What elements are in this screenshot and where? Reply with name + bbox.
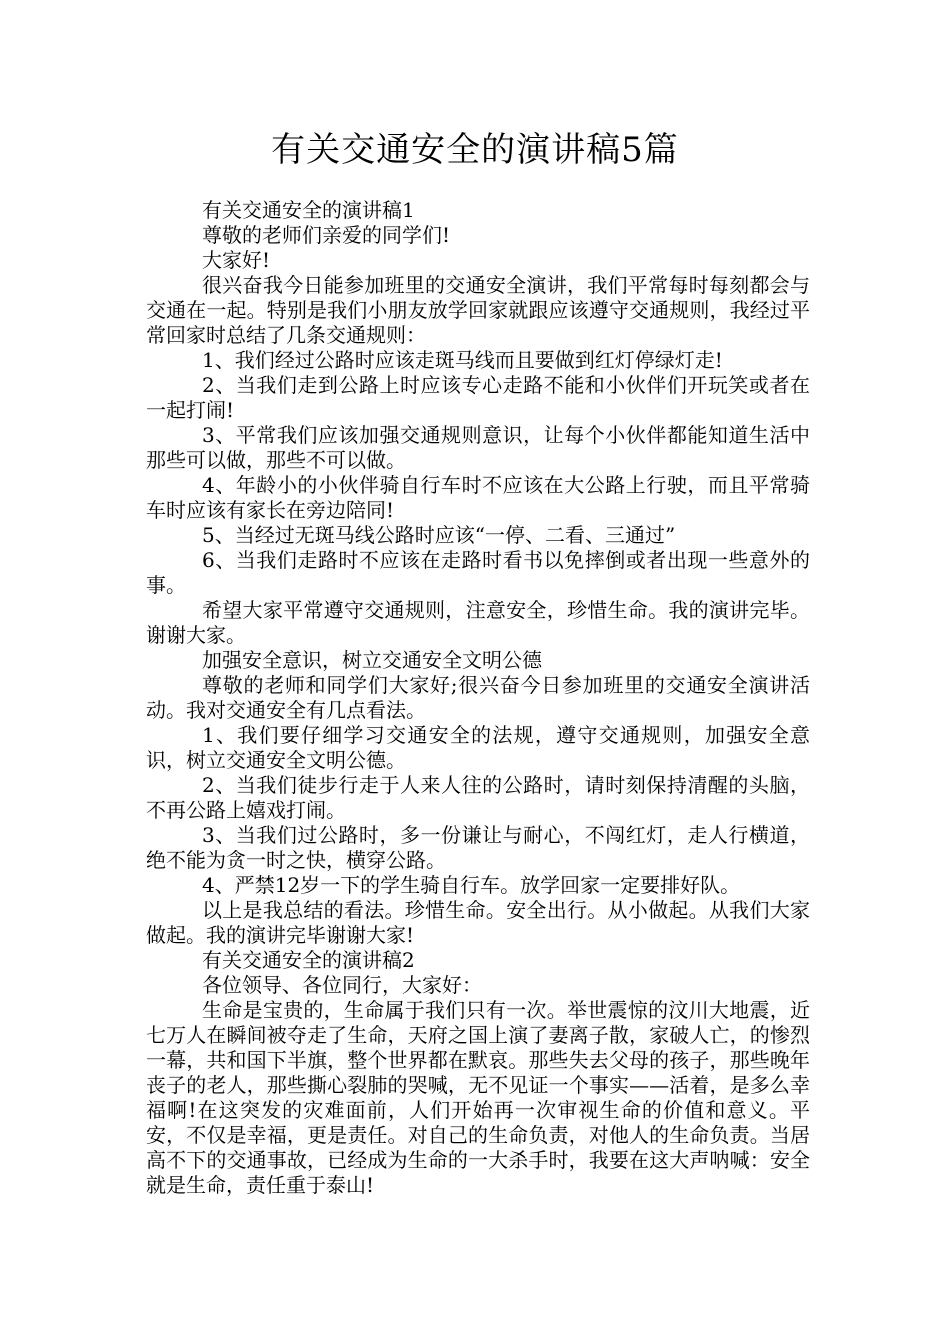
paragraph: 2、当我们走到公路上时应该专心走路不能和小伙伴们开玩笑或者在一起打闹! bbox=[146, 373, 810, 422]
paragraph: 6、当我们走路时不应该在走路时看书以免摔倒或者出现一些意外的事。 bbox=[146, 548, 810, 597]
paragraph: 5、当经过无斑马线公路时应该“一停、二看、三通过” bbox=[202, 523, 676, 547]
paragraph: 希望大家平常遵守交通规则，注意安全，珍惜生命。我的演讲完毕。谢谢大家。 bbox=[146, 598, 810, 647]
paragraph: 有关交通安全的演讲稿1 bbox=[202, 198, 415, 222]
paragraph: 1、我们经过公路时应该走斑马线而且要做到红灯停绿灯走! bbox=[202, 348, 723, 372]
paragraph: 2、当我们徒步行走于人来人往的公路时，请时刻保持清醒的头脑，不再公路上嬉戏打闹。 bbox=[146, 773, 810, 822]
paragraph: 4、年龄小的小伙伴骑自行车时不应该在大公路上行驶，而且平常骑车时应该有家长在旁边陪同! bbox=[146, 473, 810, 522]
paragraph: 3、平常我们应该加强交通规则意识，让每个小伙伴都能知道生活中那些可以做，那些不可以做。 bbox=[146, 423, 810, 472]
paragraph: 有关交通安全的演讲稿2 bbox=[202, 948, 415, 972]
paragraph: 3、当我们过公路时，多一份谦让与耐心，不闯红灯，走人行横道，绝不能为贪一时之快，横穿公路。 bbox=[146, 823, 810, 872]
paragraph: 以上是我总结的看法。珍惜生命。安全出行。从小做起。从我们大家做起。我的演讲完毕谢谢大家! bbox=[146, 898, 810, 947]
paragraph: 1、我们要仔细学习交通安全的法规，遵守交通规则，加强安全意识，树立交通安全文明公德。 bbox=[146, 723, 810, 772]
paragraph: 大家好! bbox=[202, 248, 271, 272]
paragraph: 尊敬的老师们亲爱的同学们! bbox=[202, 223, 451, 247]
paragraph: 很兴奋我今日能参加班里的交通安全演讲，我们平常每时每刻都会与交通在一起。特别是我们小朋友放学回家就跟应该遵守交通规则，我经过平常回家时总结了几条交通规则： bbox=[146, 273, 810, 347]
paragraph: 4、严禁12岁一下的学生骑自行车。放学回家一定要排好队。 bbox=[202, 873, 741, 897]
paragraph: 加强安全意识，树立交通安全文明公德 bbox=[202, 648, 542, 672]
paragraph: 生命是宝贵的，生命属于我们只有一次。举世震惊的汶川大地震，近七万人在瞬间被夺走了生命，天府之国上演了妻离子散，家破人亡，的惨烈一幕，共和国下半旗，整个世界都在默哀。那些失去父母的孩子，那些晚年丧子的老人，那些撕心裂肺的哭喊，无不见证一个事实——活着，是多么幸福啊!在这突发的灾难面前，人们开始再一次审视生命的价值和意义。平安，不仅是幸福，更是责任。对自己的生命负责，对他人的生命负责。当居高不下的交通事故，已经成为生命的一大杀手时，我要在这大声呐喊：安全就是生命，责任重于泰山! bbox=[146, 998, 810, 1197]
document-body bbox=[146, 198, 810, 1198]
document-title: 有关交通安全的演讲稿5篇 bbox=[271, 130, 679, 170]
paragraph: 各位领导、各位同行，大家好： bbox=[202, 973, 482, 997]
paragraph: 尊敬的老师和同学们大家好;很兴奋今日参加班里的交通安全演讲活动。我对交通安全有几点看法。 bbox=[146, 673, 810, 722]
